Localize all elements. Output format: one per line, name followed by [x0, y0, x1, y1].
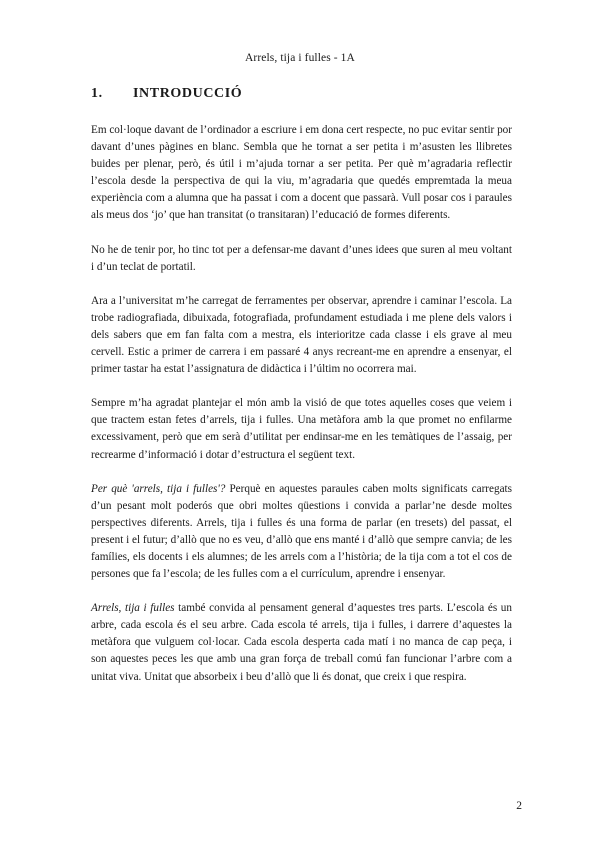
- paragraph-2: [91, 242, 512, 276]
- section-number: 1.: [91, 86, 103, 101]
- paragraph-2-text: No he de tenir por, ho tinc tot per a defensar-me davant d’unes idees que suren al meu voltant i d’un teclat de portatil.: [91, 243, 512, 273]
- paragraph-4: [91, 395, 512, 463]
- section-heading: [91, 86, 242, 102]
- paragraph-4-text: Sempre m’ha agradat plantejar el món amb la visió de que totes aquelles coses que veiem i que tractem estan fetes d’arrels, tija i fulles. Una metàfora amb la que promet no enfilarme excessivament, però que em serà d’utilitat per endinsar-me en les temàtiques de l’assaig, per recrearme d’informació i dotar d’estructura el següent text.: [91, 397, 512, 461]
- body-text: [91, 122, 512, 703]
- page-number: 2: [516, 800, 522, 812]
- paragraph-5-text: Perquè en aquestes paraules caben molts significats carregats d’un pesant molt poderós que obri moltes qüestions i convida a parlar’ne desde moltes perspectives diferents. Arrels, tija i fulles és una forma de parlar (en tresets) del passat, el present i el futur; d’allò que no es veu, d’allò que ens manté i d’allò que sempre canvia; de les famílies, els docents i els alumnes; de les arrels com a l’història; de la tija com a tot el cos de persones que fa l’escola; de les fulles com a el currículum, aprendre i ensenyar.: [91, 482, 513, 581]
- paragraph-5: [91, 481, 512, 584]
- running-header: Arrels, tija i fulles - 1A: [245, 52, 355, 64]
- paragraph-6-text: també convida al pensament general d’aquestes tres parts. L’escola és un arbre, cada escola és el seu arbre. Cada escola té arrels, tija i fulles, i darrere d’aquestes la metàfora que vulguem col·locar. Cada escola desperta cada matí i no manca de cap peça, i son aquestes peces les que amb una gran força de treball comú fan funcionar l’arbre com a unitat viva. Unitat que absorbeix i beu d’allò que li és donat, que creix i que respira.: [91, 602, 512, 683]
- paragraph-5-lead-italic: Per què 'arrels, tija i fulles'?: [91, 482, 226, 495]
- paragraph-3-text: Ara a l’universitat m’he carregat de ferramentes per observar, aprendre i caminar l’escola. La trobe radiografiada, dibuixada, fotografiada, profundament estudiada i me plene dels valors i dels sabers que em fan falta com a mestra, els interioritze cada classe i els grave al meu cervell. Estic a primer de carrera i em passaré 4 anys recreant-me en aprendre a ensenyar, el primer tastar ha estat l’assignatura de didàctica i l’últim no ocorrera mai.: [91, 294, 512, 376]
- section-title: INTRODUCCIÓ: [133, 86, 243, 101]
- paragraph-6: [91, 600, 512, 685]
- paragraph-1: [91, 122, 512, 225]
- paragraph-3: [91, 293, 512, 378]
- paragraph-6-lead-italic: Arrels, tija i fulles: [91, 602, 175, 615]
- paragraph-1-text: Em col·loque davant de l’ordinador a escriure i em dona cert respecte, no puc evitar sentir por davant d’unes pàgines en blanc. Sembla que he tornat a ser petita i m’asusten les llibretes buides per plenar, però, és útil i m’ajuda tornar a ser petita. Per què m’agradaria reflectir l’escola desde la perspectiva de qui la viu, m’agradaria que quedés empremtada la meua experiència com a alumna que ha passat i com a docent que passarà. Vull posar cos i paraules als meus dos ‘jo’ que han transitat (o transitaran) l’educació de formes diferents.: [91, 124, 512, 222]
